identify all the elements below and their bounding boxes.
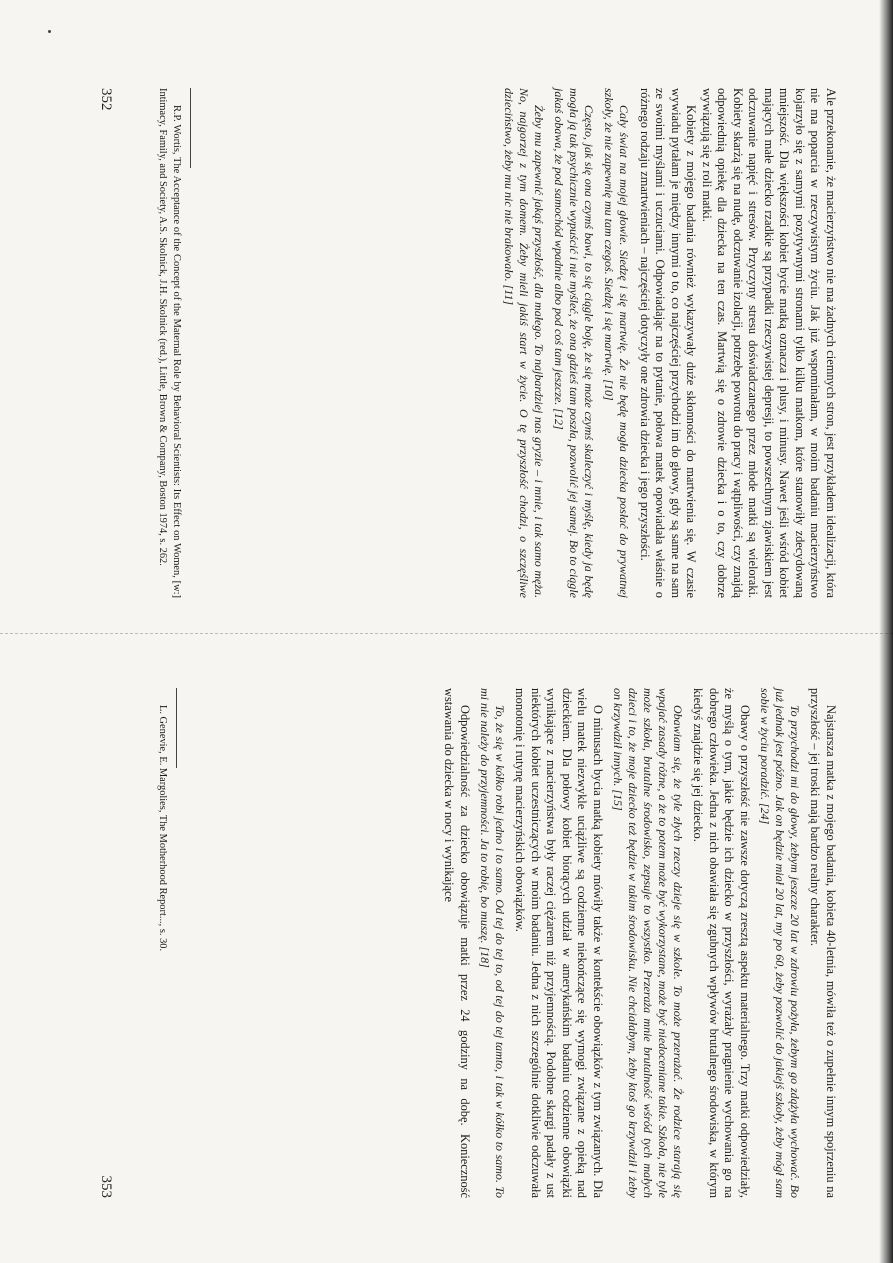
interview-quote: To, że się w kółko robi jedno i to samo. Od tej do tej to, od tej do tej tamto, i tak w kółko to samo. To mi nie należy do przyjemności. Ja to robię, bo muszę. [18] [478,688,507,1198]
paragraph: Ale przekonanie, że macierzyństwo nie ma żadnych ciemnych stron, jest przykładem idealizacji, która nie ma poparcia w rzeczywistym życiu. Jak już wspominałam, w moim badaniu macierzyństwo kojarzyło się z samymi pozytywnymi stronami tylko kilku matkom, które stanowiły zdecydowaną mniejszość. Dla większości kobiet bycie matką oznacza i plusy, i minusy. Nawet jeśli wśród kobiet mających małe dziecko rzadkie są przypadki rzeczywistej depresji, to powszechnym zjawiskiem jest odczuwanie napięć i stresów. Przyczyny stresu doświadczanego przez młode matki są wieloraki. Kobiety skarżą się na nudę, odczuwanie izolacji, potrzebę powrotu do pracy i wątpliwości, czy znajdą odpowiednią opiekę dla dziecka na ten czas. Martwią się o zdrowie dziecka i o to, czy dobrze wywiązują się z roli matki. [700,88,838,598]
paragraph: Najstarsza matka z mojego badania, kobieta 40-letnia, mówiła też o zupełnie innym spojrzeniu na przyszłość – jej troski mają bardzo realny charakter. [808,688,838,1198]
interview-quote: Cały świat na mojej głowie. Siedzę i się martwię. Że nie będę mogła dziecka posłać do prywatnej szkoły, że nie zapewnię mu tam czegoś. Siedzę i się martwię. [10] [602,88,632,598]
right-footnotes [156,688,178,1198]
footnote-rule [177,688,178,768]
footnote: L. Genevie, E. Margolies, The Motherhood Report..., s. 30. [157,705,169,952]
right-page-body [441,688,838,1198]
paragraph: O minusach bycia matką kobiety mówiły także w kontekście obowiązków z tym związanych. Dla wielu matek niezwykle uciążliwe są codzienne niekończące się wymogi związane z opieką nad dzieckiem. Dla połowy kobiet biorących udział w amerykańskim badaniu codzienne obowiązki wynikające z macierzyństwa były raczej ciężarem niż przyjemnością. Podobne skargi padały z ust niektórych kobiet uczestniczących w moim badaniu. Jedna z nich szczególnie dotkliwie odczuwała monotonię i rutynę macierzyńskich obowiązków. [513,688,605,1198]
left-page-body [502,88,839,598]
book-gutter [0,633,893,635]
interview-quote: Często, jak się ona czymś bawi, to się ciągle boję, że się może czymś skaleczyć i myślę, kiedy ja będę mogła ją tak psychicznie wypuścić i nie myśleć, że ona gdzieś tam poszła, pozwolić jej samej. Bo to ciągle jakaś obawa, że pod samochód wpadnie albo pod coś tam jeszcze. [12] [552,88,597,598]
paragraph: Kobiety z mojego badania również wykazywały duże skłonności do martwienia się. W czasie wywiadu pytałam je między innymi o to, co najczęściej przychodzi im do głowy, gdy są same na sam ze swoimi myślami i uczuciami. Odpowiadając na to pytanie, połowa matek opowiadała właśnie o różnego rodzaju zmartwieniach – najczęściej dotyczyły one zdrowia dziecka i jego przyszłości. [638,88,699,598]
scan-speck [48,30,51,33]
interview-quote: To przychodzi mi do głowy, żebym jeszcze 20 lat w zdrowiu pożyła, żebym go zdążyła wychować. Bo już jednak jest późno. Jak on będzie miał 20 lat, my po 60, żeby pozwolić do jakiejś szkoły, żeby mógł sam sobie w życiu poradzić. [24] [758,688,802,1198]
paragraph: Obawy o przyszłość nie zawsze dotyczą zresztą aspektu materialnego. Trzy matki odpowiedziały, że myślą o tym, jakie będzie ich dziecko w przyszłości, wyrażały pragnienie wychowania go na dobrego człowieka. Jedna z nich obawiała się zgubnych wpływów brutalnego środowiska, w którym kiedyś znajdzie się jej dziecko. [691,688,752,1198]
left-page [78,88,838,598]
page-number: 352 [98,88,115,111]
footnote: R.P. Wortis, The Acceptance of the Concept of the Maternal Role by Behavioral Scientists: Its Effect on Women, [w:] Intimacy, Family, and Society, A.S. Skolnick, J.H. Skolnick (red.), Little, Brown & Company, Boston 1974, s. 262. [157,88,182,598]
right-page [78,688,838,1198]
interview-quote: Obawiam się, że tyle złych rzeczy dzieje się w szkole. To może przerażać. Że rodzice starają się wpajać zasady różne, a że to potem może być wykorzystane, może być niedoceniane takie. Szkoła, nie tyle może szkoła, brutalne środowisko, zepsuje to wszystko. Przeraża mnie brutalność wśród tych małych dzieci i to, że moje dziecko też będzie w takim środowisku. Nie chciałabym, żeby ktoś go krzywdził i żeby on krzywdził innych. [15] [611,688,685,1198]
left-footnotes [156,88,191,598]
footnote-rule [190,88,191,168]
scan-edge-shadow [879,0,893,1263]
page-number: 353 [98,1175,115,1198]
paragraph: Odpowiedzialność za dziecko obowiązuje matki przez 24 godziny na dobę. Konieczność wstawania do dziecka w nocy i wynikające [442,688,472,1198]
interview-quote: Żeby mu zapewnić jakąś przyszłość, dla małego. To najbardziej nas gryzie – i mnie, i tak samo męża. No, najgorzej z tym domem. Żeby mieli jakiś start w życie. O tę przyszłość chodzi, o szczęśliwe dzieciństwo, żeby mu nic nie brakowało. [11] [502,88,547,598]
